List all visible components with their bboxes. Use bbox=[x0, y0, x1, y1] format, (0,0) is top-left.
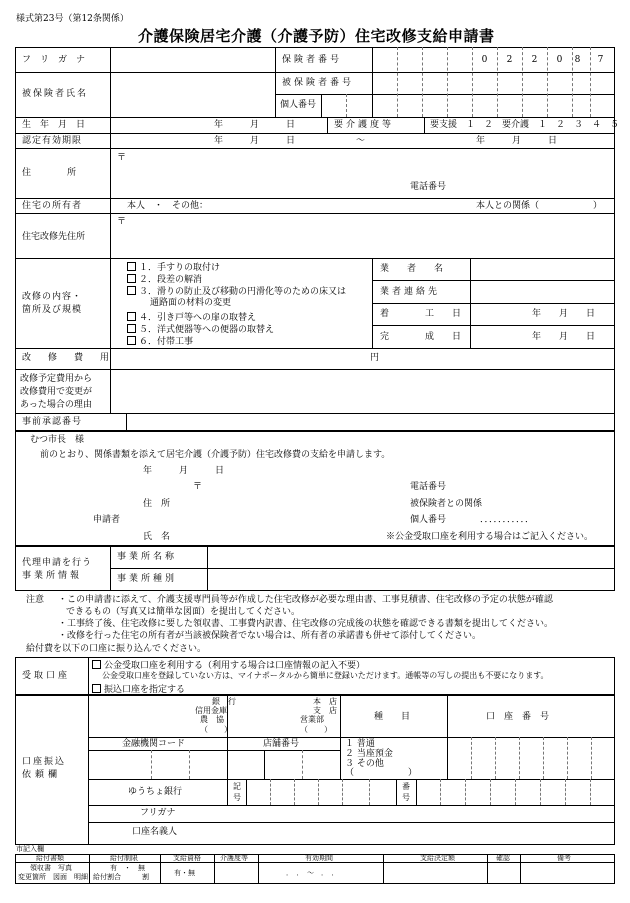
owner-relation: 本人との関係（ ） bbox=[476, 201, 603, 211]
renovation-item: ２．段差の解消 bbox=[127, 274, 202, 285]
personal-no-dots: ．．．．．．．．．．． bbox=[480, 515, 535, 525]
page-title: 介護保険居宅介護（介護予防）住宅改修支給申請書 bbox=[138, 27, 495, 45]
holder-label: 口座名義人 bbox=[132, 827, 178, 837]
insurer-no-label: 保険者番号 bbox=[282, 55, 343, 65]
branch-type: （ ） bbox=[300, 725, 332, 734]
office-header: 給付書類 bbox=[36, 854, 64, 862]
receiving-option: 公金受取口座を利用する（利用する場合は口座情報の記入不要） bbox=[92, 660, 365, 671]
office-docs: 変更箇所 図面 明細 bbox=[18, 873, 88, 881]
office-header: 支給資格 bbox=[173, 854, 201, 862]
receiving-option: 振込口座を指定する bbox=[92, 684, 185, 695]
dob-value: 年 月 日 bbox=[214, 120, 296, 130]
bank-label: 口座振込 bbox=[22, 757, 67, 767]
office-header: 備考 bbox=[557, 854, 571, 862]
transfer-line: 給付費を以下の口座に振り込んでください。 bbox=[26, 644, 207, 654]
checkbox[interactable] bbox=[127, 324, 136, 333]
note-line: ・工事終了後、住宅改修に要した領収書、工事費内訳書、住宅改修の完成後の状態を確認できる書類を提出してください。 bbox=[58, 619, 554, 629]
start-label: 着 工 日 bbox=[380, 309, 462, 319]
insurer-digit: 2 bbox=[506, 55, 513, 65]
contact-label: 業者連絡先 bbox=[380, 287, 441, 297]
renovation-item: ５．洋式便器等への便器の取替え bbox=[127, 324, 274, 335]
renovation-item: ３．滑りの防止及び移動の円滑化等のための床又は bbox=[127, 286, 346, 297]
office-period: ． ． ～ ． ． bbox=[286, 869, 339, 877]
applicant-address-label: 住 所 bbox=[143, 499, 171, 509]
start-value: 年 月 日 bbox=[532, 309, 596, 319]
checkbox[interactable] bbox=[127, 286, 136, 295]
note-line: ・改修を行った住宅の所有者が当該被保険者でない場合は、所有者の承諾書も併せて添付してください。 bbox=[58, 631, 482, 641]
cert-tilde: ～ bbox=[356, 136, 366, 146]
applicant-phone-label: 電話番号 bbox=[410, 482, 447, 492]
change-reason-label: 改修費用で変更が bbox=[20, 387, 93, 397]
addressee: むつ市長 様 bbox=[30, 435, 85, 445]
number-label: 番 bbox=[402, 782, 410, 791]
checkbox[interactable] bbox=[127, 262, 136, 271]
change-reason-label: あった場合の理由 bbox=[20, 400, 92, 410]
branch-type: 支 店 bbox=[313, 706, 337, 715]
application-section bbox=[15, 431, 615, 546]
renovation-item: ６．付帯工事 bbox=[127, 336, 193, 347]
kind-option: （ ） bbox=[345, 768, 418, 778]
owner-value: 本人 ・ その他： bbox=[127, 201, 209, 211]
cert-from: 年 月 日 bbox=[214, 136, 296, 146]
insurer-digit: 7 bbox=[597, 55, 604, 65]
applicant-label: 申請者 bbox=[93, 515, 121, 525]
office-eligibility: 有・無 bbox=[174, 869, 195, 877]
office-name-label: 事業所名称 bbox=[117, 552, 178, 562]
care-level-label: 要介護度等 bbox=[334, 120, 395, 130]
cert-period-label: 認定有効期限 bbox=[22, 136, 83, 146]
renovation-label: 改修の内容・ bbox=[22, 292, 83, 302]
cost-unit: 円 bbox=[370, 353, 380, 363]
checkbox[interactable] bbox=[92, 660, 101, 669]
agent-label: 事業所情報 bbox=[22, 571, 83, 581]
kind-option: ２ 当座預金 bbox=[345, 749, 393, 759]
insured-no-label: 被保険者番号 bbox=[282, 78, 355, 88]
done-value: 年 月 日 bbox=[532, 332, 596, 342]
inst-type: 信用金庫 bbox=[195, 706, 227, 715]
office-header: 介護度等 bbox=[220, 854, 248, 862]
insured-name-label: 被保険者氏名 bbox=[22, 89, 89, 99]
dob-label: 生 年 月 日 bbox=[22, 120, 86, 130]
office-header: 支給決定額 bbox=[420, 854, 455, 862]
note-line: ・この申請書に添えて、介護支援専門員等が作成した住宅改修が必要な理由書、工事見積書、住宅改修の予定の状態が確認 bbox=[58, 595, 553, 605]
inst-type: 銀 行 bbox=[212, 697, 236, 706]
postal-mark: 〒 bbox=[117, 153, 127, 163]
public-account-note: ※公金受取口座を利用する場合はご記入ください。 bbox=[386, 532, 594, 542]
renovation-item: １．手すりの取付け bbox=[127, 262, 220, 273]
applicant-name-label: 氏 名 bbox=[143, 532, 171, 542]
renovation-label: 箇所及び規模 bbox=[22, 305, 83, 315]
form-number: 様式第23号（第12条関係） bbox=[16, 14, 129, 24]
renovation-item: ４．引き戸等への扉の取替え bbox=[127, 312, 256, 323]
office-limit: 給付割合 割 bbox=[93, 873, 149, 881]
note-line: できるもの（写真又は簡単な図面）を提出してください。 bbox=[66, 607, 301, 617]
insurer-digit: 0 bbox=[481, 55, 488, 65]
branch-type: 営業部 bbox=[300, 715, 324, 724]
application-statement: 前のとおり、関係書類を添えて居宅介護（介護予防）住宅改修費の支給を申請します。 bbox=[40, 450, 391, 460]
inst-type: （ ） bbox=[200, 725, 232, 734]
notes-heading: 注意 bbox=[26, 595, 45, 605]
bank-furigana-label: フリガナ bbox=[140, 808, 176, 818]
renovation-address-label: 住宅改修先住所 bbox=[22, 232, 86, 242]
receiving-label: 受取口座 bbox=[22, 671, 71, 681]
done-label: 完 成 日 bbox=[380, 332, 462, 342]
branch-no-label: 店舗番号 bbox=[263, 739, 300, 749]
checkbox[interactable] bbox=[127, 312, 136, 321]
office-type-label: 事業所種別 bbox=[117, 574, 178, 584]
bank-label: 依頼欄 bbox=[22, 770, 62, 780]
cost-label: 改 修 費 用 bbox=[22, 353, 114, 363]
change-reason-label: 改修予定費用から bbox=[20, 374, 93, 384]
renovation-item-cont: 通路面の材料の変更 bbox=[150, 298, 232, 308]
office-header: 給付制限 bbox=[110, 854, 138, 862]
kind-option: ３ その他 bbox=[345, 759, 384, 769]
postal-mark: 〒 bbox=[193, 482, 203, 492]
checkbox[interactable] bbox=[127, 336, 136, 345]
office-header: 有効期間 bbox=[305, 854, 333, 862]
applicant-relation-label: 被保険者との関係 bbox=[410, 499, 483, 509]
branch-type: 本 店 bbox=[313, 697, 337, 706]
furigana-label: フ リ ガ ナ bbox=[22, 55, 86, 65]
phone-label: 電話番号 bbox=[410, 182, 447, 192]
checkbox[interactable] bbox=[92, 684, 101, 693]
agent-label: 代理申請を行う bbox=[22, 558, 93, 568]
postal-mark: 〒 bbox=[117, 217, 127, 227]
office-header: 確認 bbox=[496, 854, 510, 862]
insurer-digit: 0 bbox=[556, 55, 563, 65]
owner-label: 住宅の所有者 bbox=[22, 201, 83, 211]
insurer-digit: 2 bbox=[531, 55, 538, 65]
number-label: 号 bbox=[402, 793, 410, 802]
checkbox[interactable] bbox=[127, 274, 136, 283]
office-docs: 領収書 写真 bbox=[30, 864, 72, 872]
account-no-label: 口 座 番 号 bbox=[486, 712, 550, 722]
symbol-label: 記 bbox=[233, 782, 241, 791]
kind-label: 種 目 bbox=[374, 712, 411, 722]
contractor-label: 業 者 名 bbox=[380, 264, 444, 274]
applicant-personal-no-label: 個人番号 bbox=[410, 515, 447, 525]
cert-to: 年 月 日 bbox=[476, 136, 558, 146]
office-use-heading: 市記入欄 bbox=[16, 845, 44, 853]
personal-no-label: 個人番号 bbox=[280, 100, 317, 110]
application-date: 年 月 日 bbox=[143, 466, 225, 476]
receiving-note: 公金受取口座を登録していない方は、マイナポータルから簡単に登録いただけます。通帳等の写しの提出も不要になります。 bbox=[102, 671, 549, 680]
inst-code-label: 金融機関コード bbox=[122, 739, 186, 749]
yucho-label: ゆうちょ銀行 bbox=[128, 787, 183, 797]
symbol-label: 号 bbox=[233, 793, 241, 802]
insurer-digit: 8 bbox=[574, 55, 581, 65]
address-label: 住 所 bbox=[22, 168, 77, 178]
kind-option: １ 普通 bbox=[345, 739, 375, 749]
office-limit: 有 ・ 無 bbox=[110, 864, 145, 872]
inst-type: 農 協 bbox=[200, 715, 224, 724]
prior-approval-label: 事前承認番号 bbox=[22, 417, 83, 427]
care-level-value: 要支援 １ ２ 要介護 １ ２ ３ ４ ５ bbox=[430, 120, 620, 130]
